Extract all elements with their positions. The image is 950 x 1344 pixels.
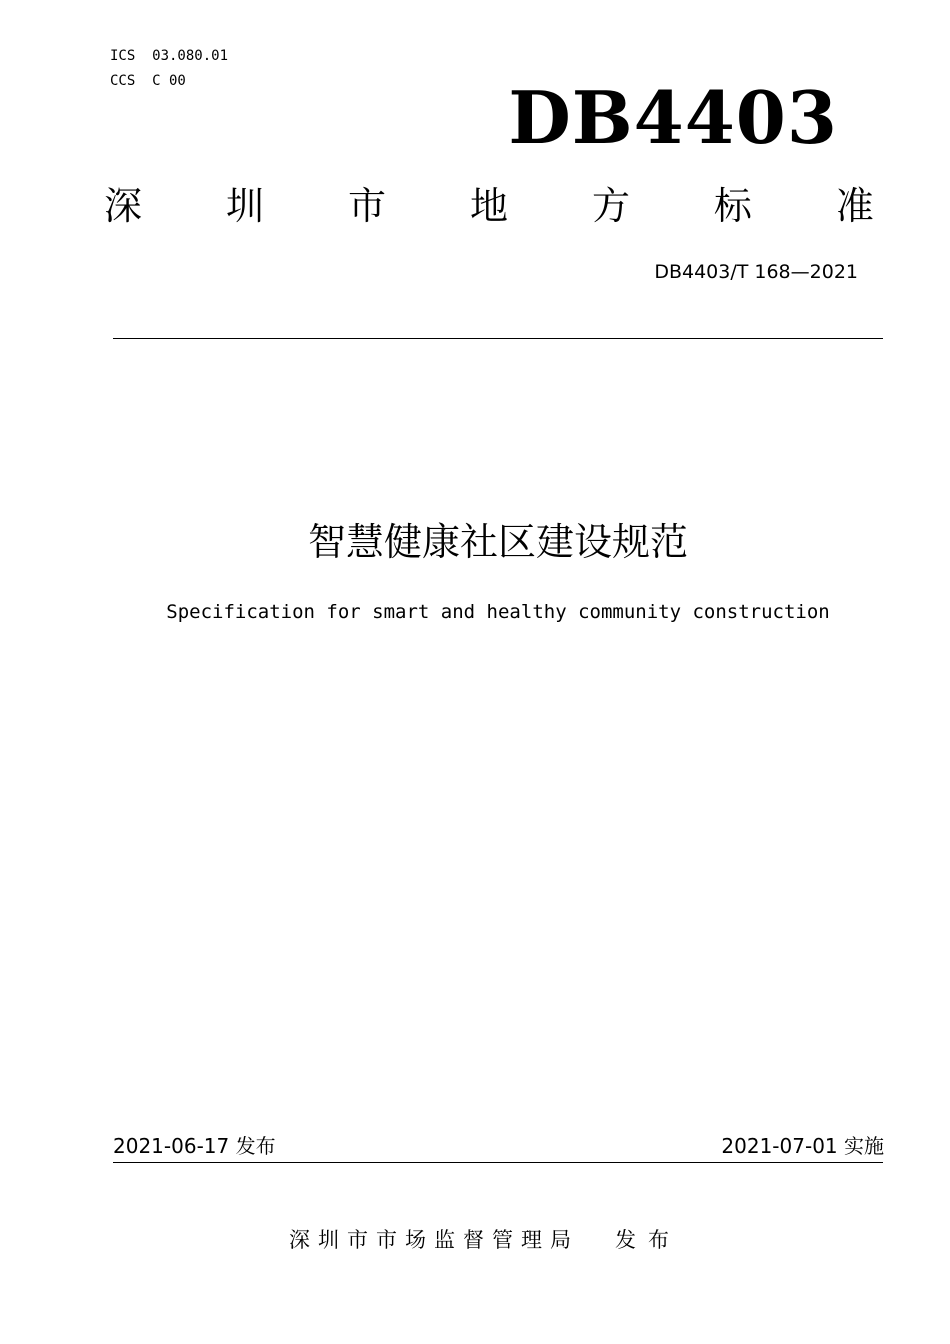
ics-code: ICS 03.080.01 xyxy=(110,48,229,64)
effective-date xyxy=(721,1133,884,1159)
standard-code-heading: DB4403 xyxy=(508,75,838,160)
release-date xyxy=(113,1133,276,1159)
issuer-line xyxy=(0,1226,950,1254)
standard-type-char: 地 xyxy=(469,184,508,228)
document-title-en: Specification for smart and healthy community construction xyxy=(166,601,830,623)
bottom-divider xyxy=(113,1162,883,1163)
standard-type-char: 标 xyxy=(713,184,752,228)
issuer-organization: 深圳市市场监督管理局 xyxy=(289,1228,579,1252)
standard-type-char: 深 xyxy=(104,184,143,228)
release-label: 发布 xyxy=(235,1134,276,1158)
standard-type-char: 方 xyxy=(591,184,630,228)
effective-label: 实施 xyxy=(844,1134,884,1158)
document-title-cn: 智慧健康社区建设规范 xyxy=(307,520,688,564)
top-divider xyxy=(113,338,883,339)
ccs-code: CCS C 00 xyxy=(110,73,186,89)
standard-number: DB4403/T 168—2021 xyxy=(654,261,858,283)
effective-date-value: 2021-07-01 xyxy=(721,1134,838,1158)
standard-type-char: 准 xyxy=(835,184,874,228)
standard-type-heading xyxy=(104,183,874,229)
standard-type-char: 圳 xyxy=(225,184,264,228)
release-date-value: 2021-06-17 xyxy=(113,1134,230,1158)
standard-type-char: 市 xyxy=(347,184,386,228)
issuer-action: 发布 xyxy=(615,1228,681,1252)
